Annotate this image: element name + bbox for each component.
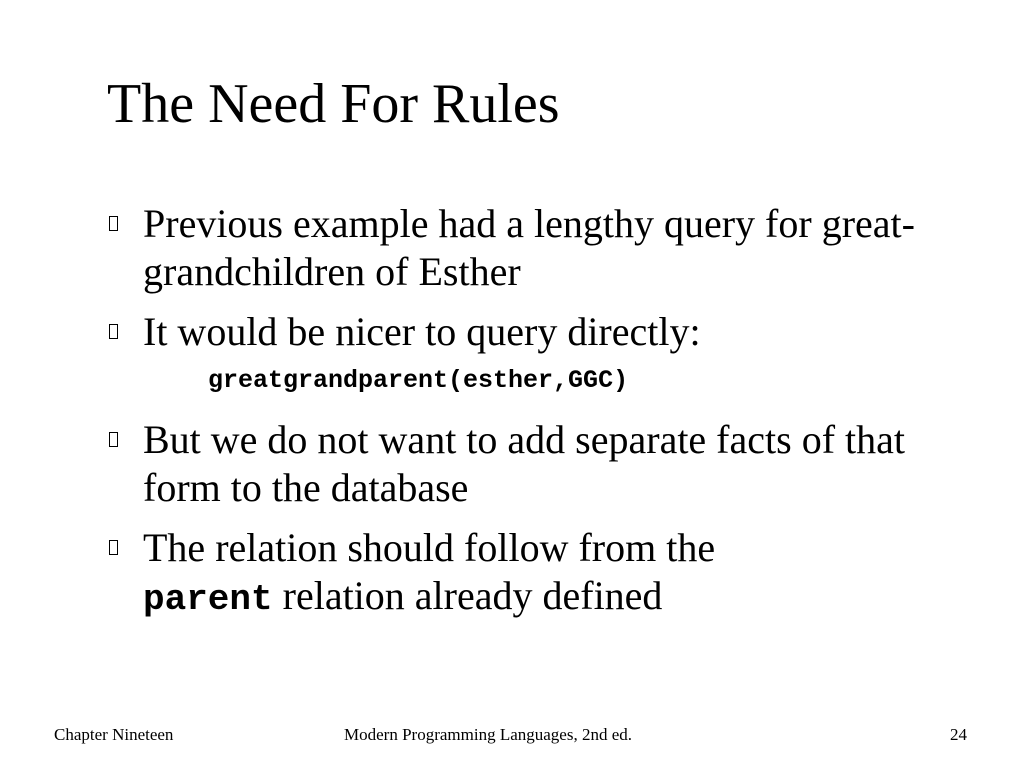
square-bullet-icon: [109, 540, 118, 555]
bullet-text-before: The relation should follow from the: [143, 525, 716, 570]
bullet-text: But we do not want to add separate facts of that form to the database: [143, 417, 905, 510]
square-bullet-icon: [109, 324, 118, 339]
bullet-item: [107, 416, 987, 512]
footer-book-title: Modern Programming Languages, 2nd ed.: [344, 725, 632, 744]
bullet-item: [107, 308, 987, 356]
bullet-item: [107, 524, 987, 624]
code-example: greatgrandparent(esther,GGC): [208, 366, 629, 395]
square-bullet-icon: [109, 216, 118, 231]
inline-code: parent: [143, 579, 273, 620]
footer-chapter: Chapter Nineteen: [54, 725, 174, 744]
square-bullet-icon: [109, 432, 118, 447]
bullet-text: Previous example had a lengthy query for great-grandchildren of Esther: [143, 201, 915, 294]
slide-title: The Need For Rules: [107, 73, 560, 135]
bullet-item: [107, 200, 987, 296]
bullet-list: [107, 200, 987, 624]
footer-page-number: 24: [950, 725, 967, 744]
bullet-text-after: relation already defined: [282, 573, 663, 618]
bullet-text: It would be nicer to query directly:: [143, 309, 701, 354]
